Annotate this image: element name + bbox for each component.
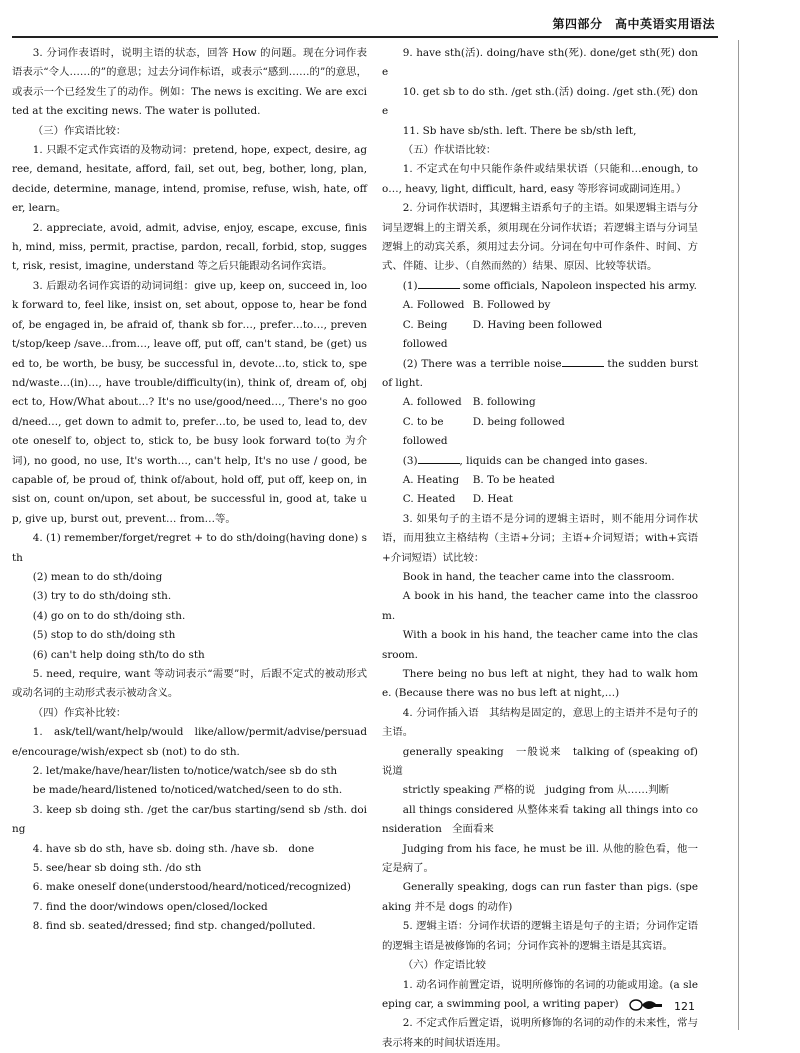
answer-option: B. following bbox=[472, 396, 536, 409]
paragraph: 2. 不定式作后置定语，说明所修饰的名词的动作的未来性，常与表示将来的时间状语连用。 bbox=[382, 1017, 698, 1049]
answer-options bbox=[382, 296, 698, 315]
question-stem: (1) bbox=[402, 279, 418, 292]
answer-option: C. Heated bbox=[402, 493, 456, 506]
answer-option: A. Followed bbox=[402, 299, 465, 312]
paragraph: (4) go on to do sth/doing sth. bbox=[32, 609, 186, 622]
paragraph: 4. have sb do sth, have sb. doing sth. /have sb. done bbox=[32, 842, 315, 855]
question-tail: some officials, Napoleon inspected his army. bbox=[459, 279, 697, 292]
section-title: 第四部分 高中英语实用语法 bbox=[552, 17, 715, 31]
paragraph: 11. Sb have sb/sth. left. There be sb/sth left, bbox=[402, 124, 637, 137]
paragraph: 1. ask/tell/want/help/would like/allow/permit/advise/persuade/encourage/wish/expect sb (not) to do sth. bbox=[12, 726, 367, 758]
answer-options bbox=[382, 490, 698, 509]
paragraph: generally speaking 一般说来 talking of (speaking of) 说道 bbox=[382, 745, 698, 778]
answer-options bbox=[382, 393, 698, 412]
paragraph: 6. make oneself done(understood/heard/noticed/recognized) bbox=[32, 881, 351, 894]
paragraph: (3) try to do sth/doing sth. bbox=[32, 590, 172, 603]
answer-options bbox=[382, 471, 698, 490]
answer-option: C. to be followed bbox=[402, 415, 448, 448]
right-column bbox=[382, 44, 698, 1053]
paragraph: 10. get sb to do sth. /get sth.(活) doing. /get sth.(死) done bbox=[382, 85, 698, 118]
paragraph: With a book in his hand, the teacher came into the classroom. bbox=[382, 629, 698, 661]
answer-option: D. Having been followed bbox=[472, 318, 603, 331]
paragraph: 3. keep sb doing sth. /get the car/bus starting/send sb /sth. doing bbox=[12, 803, 367, 836]
paragraph: 5. 逻辑主语：分词作状语的逻辑主语是句子的主语；分词作定语的逻辑主语是被修饰的名词；分词作宾补的逻辑主语是其宾语。 bbox=[382, 920, 698, 952]
paragraph: 3. 如果句子的主语不是分词的逻辑主语时，则不能用分词作状语，而用独立主格结构（主语+分词；主语+介词短语；with+宾语+介词短语）试比较： bbox=[382, 512, 698, 564]
paragraph: A book in his hand, the teacher came into the classroom. bbox=[382, 590, 698, 622]
paragraph: 1. 只跟不定式作宾语的及物动词：pretend, hope, expect, desire, agree, demand, hesitate, afford, fail, set out, beg, bother, long, plan, decide, determine, manage, intend, promise, refuse, wish, hate, offer, learn。 bbox=[12, 144, 367, 215]
paragraph: 1. 动名词作前置定语，说明所修饰的名词的功能或用途。(a sleeping car, a swimming pool, a writing paper) bbox=[382, 978, 698, 1010]
paragraph: (6) can't help doing sth/to do sth bbox=[32, 648, 205, 661]
header-rule bbox=[12, 36, 718, 38]
question-stem: (2) There was a terrible noise bbox=[402, 357, 562, 370]
answer-blank bbox=[418, 278, 460, 289]
question-line bbox=[382, 355, 698, 394]
paragraph: 3. 后跟动名词作宾语的动词词组：give up, keep on, succeed in, look forward to, feel like, insist on, set about, oppose to, hear be fond of, be engaged in, be afraid of, thank sb for…, prefer…to…, prevent/stop/keep /save…from…, leave off, put off, can't stand, be (get) used to, be worth, be busy, be successful in, devote…to, stick to, spend/waste…(in)…, have trouble/difficulty(in), think of, dream of, object to, How/What about…? It's no use/good/need…, There's no good/need…, get down to admit to, prefer…to, be used to, lead to, devote oneself to, object to, stick to, be busy look forward to(to 为介词), no good, no use, It's worth…, can't help, It's no use / good, be capable of, be proud of, think of/about, hold off, put off, keep on, insist on, count on/upon, set about, be successful in, good at, take up, give up, burst out, prevent… from…等。 bbox=[12, 279, 367, 525]
answer-option: C. Being followed bbox=[402, 318, 448, 351]
paragraph: 7. find the door/windows open/closed/locked bbox=[32, 900, 268, 913]
paragraph: 1. 不定式在句中只能作条件或结果状语（只能和…enough, too…, heavy, light, difficult, hard, easy 等形容词或副词连用。） bbox=[382, 163, 698, 195]
answer-option: B. Followed by bbox=[472, 299, 551, 312]
paragraph: 4. (1) remember/forget/regret + to do sth/doing(having done) sth bbox=[12, 532, 367, 564]
paragraph: strictly speaking 严格的说 judging from 从……判断 bbox=[402, 784, 669, 797]
paragraph: （五）作状语比较： bbox=[402, 144, 497, 157]
paragraph: （六）作定语比较 bbox=[402, 959, 486, 972]
paragraph: be made/heard/listened to/noticed/watched/seen to do sth. bbox=[32, 784, 343, 797]
paragraph: (2) mean to do sth/doing bbox=[32, 570, 163, 583]
paragraph: 4. 分词作插入语 其结构是固定的，意思上的主语并不是句子的主语。 bbox=[382, 706, 698, 739]
paragraph: 5. need, require, want 等动词表示“需要”时，后跟不定式的被动形式或动名词的主动形式表示被动含义。 bbox=[12, 668, 367, 700]
answer-option: B. To be heated bbox=[472, 473, 555, 486]
question-tail: the sudden burst of light. bbox=[382, 357, 698, 389]
page-header bbox=[0, 0, 800, 34]
paragraph: all things considered 从整体来看 taking all things into consideration 全面看来 bbox=[382, 803, 698, 836]
page-ornament-icon bbox=[628, 998, 664, 1012]
paragraph: Generally speaking, dogs can run faster than pigs. (speaking 并不是 dogs 的动作) bbox=[382, 881, 698, 913]
answer-blank bbox=[562, 356, 604, 367]
answer-option: D. Heat bbox=[472, 493, 513, 506]
page-number: 121 bbox=[674, 1000, 695, 1013]
answer-blank bbox=[418, 453, 460, 464]
answer-options bbox=[382, 413, 698, 452]
answer-options bbox=[382, 316, 698, 355]
question-tail: , liquids can be changed into gases. bbox=[459, 454, 648, 467]
paragraph: （三）作宾语比较： bbox=[32, 124, 127, 137]
question-line bbox=[382, 277, 698, 296]
question-stem: (3) bbox=[402, 454, 418, 467]
paragraph: 2. let/make/have/hear/listen to/notice/watch/see sb do sth bbox=[32, 765, 338, 778]
paragraph: 2. appreciate, avoid, admit, advise, enjoy, escape, excuse, finish, mind, miss, permit, practise, pardon, recall, forbid, stop, suggest, risk, resist, imagine, understand 等之后只能跟动名词作宾语。 bbox=[12, 221, 367, 273]
paragraph: 2. 分词作状语时，其逻辑主语系句子的主语。如果逻辑主语与分词呈逻辑上的主谓关系，须用现在分词作状语；若逻辑主语与分词呈逻辑上的动宾关系，须用过去分词。分词在句中可作条件、时间、方式、伴随、让步、（自然而然的）结果、原因、比较等状语。 bbox=[382, 202, 698, 273]
paragraph: There being no bus left at night, they had to walk home. (Because there was no bus left at night,…) bbox=[382, 668, 698, 700]
paragraph: 8. find sb. seated/dressed; find stp. changed/polluted. bbox=[32, 920, 316, 933]
paragraph: Book in hand, the teacher came into the classroom. bbox=[402, 570, 675, 583]
paragraph: 3. 分词作表语时，说明主语的状态，回答 How 的问题。现在分词作表语表示“令人……的”的意思；过去分词作标语，或表示“感到……的”的意思，或表示一个已经发生了的动作。例如：The news is exciting. We are excited at the exciting news. The water is polluted. bbox=[12, 47, 367, 118]
paragraph: 9. have sth(活). doing/have sth(死). done/get sth(死) done bbox=[382, 47, 698, 79]
answer-option: D. being followed bbox=[472, 415, 565, 428]
paragraph: (5) stop to do sth/doing sth bbox=[32, 629, 176, 642]
question-line bbox=[382, 452, 698, 471]
paragraph: 5. see/hear sb doing sth. /do sth bbox=[32, 862, 202, 875]
paragraph: （四）作宾补比较： bbox=[32, 706, 127, 719]
answer-option: A. Heating bbox=[402, 473, 460, 486]
answer-option: A. followed bbox=[402, 396, 462, 409]
scan-margin-line bbox=[738, 40, 739, 1030]
paragraph: Judging from his face, he must be ill. 从他的脸色看，他一定是病了。 bbox=[382, 842, 698, 875]
left-column bbox=[12, 44, 367, 937]
